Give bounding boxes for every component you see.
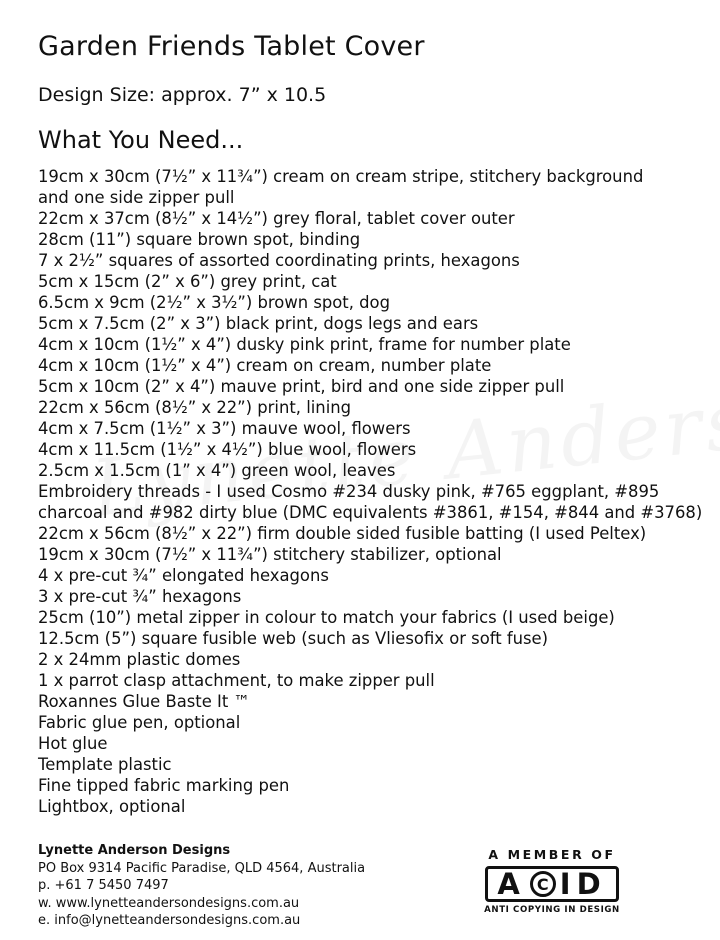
acid-letter: A: [497, 867, 526, 901]
list-item: Roxannes Glue Baste It ™: [38, 692, 250, 711]
list-item: Embroidery threads - I used Cosmo #234 dusky pink, #765 eggplant, #895: [38, 482, 660, 501]
company-name: Lynette Anderson Designs: [38, 843, 231, 858]
list-item: 4cm x 11.5cm (1½” x 4½”) blue wool, flowers: [38, 440, 417, 459]
list-item: 3 x pre-cut ¾” hexagons: [38, 587, 242, 606]
section-heading: What You Need...: [38, 126, 244, 154]
list-item: 22cm x 37cm (8½” x 14½”) grey floral, tablet cover outer: [38, 209, 515, 228]
list-item: 19cm x 30cm (7½” x 11¾”) cream on cream stripe, stitchery background: [38, 167, 644, 186]
list-item: 4 x pre-cut ¾” elongated hexagons: [38, 566, 329, 585]
acid-letter: D: [576, 867, 607, 901]
design-size: Design Size: approx. 7” x 10.5: [38, 84, 327, 106]
list-item: 5cm x 15cm (2” x 6”) grey print, cat: [38, 272, 337, 291]
company-phone: p. +61 7 5450 7497: [38, 878, 169, 893]
list-item: Template plastic: [38, 755, 172, 774]
list-item: 1 x parrot clasp attachment, to make zipper pull: [38, 671, 435, 690]
list-item: 2.5cm x 1.5cm (1” x 4”) green wool, leaves: [38, 461, 396, 480]
list-item: and one side zipper pull: [38, 188, 235, 207]
acid-member-text: A MEMBER OF: [488, 847, 616, 862]
list-item: 12.5cm (5”) square fusible web (such as Vliesofix or soft fuse): [38, 629, 549, 648]
acid-logo: [472, 847, 632, 927]
list-item: Lightbox, optional: [38, 797, 186, 816]
acid-letter: I: [559, 867, 577, 901]
list-item: 19cm x 30cm (7½” x 11¾”) stitchery stabilizer, optional: [38, 545, 502, 564]
list-item: 6.5cm x 9cm (2½” x 3½”) brown spot, dog: [38, 293, 390, 312]
list-item: 5cm x 7.5cm (2” x 3”) black print, dogs legs and ears: [38, 314, 479, 333]
list-item: 28cm (11”) square brown spot, binding: [38, 230, 361, 249]
list-item: Hot glue: [38, 734, 108, 753]
company-website[interactable]: w. www.lynetteandersondesigns.com.au: [38, 895, 300, 911]
list-item: 22cm x 56cm (8½” x 22”) firm double sided fusible batting (I used Peltex): [38, 524, 647, 543]
list-item: 25cm (10”) metal zipper in colour to match your fabrics (I used beige): [38, 608, 615, 627]
company-contact: [38, 842, 365, 930]
acid-letter: C: [530, 871, 556, 897]
list-item: 4cm x 10cm (1½” x 4”) cream on cream, number plate: [38, 356, 492, 375]
list-item: charcoal and #982 dirty blue (DMC equivalents #3861, #154, #844 and #3768): [38, 503, 703, 522]
acid-tagline: ANTI COPYING IN DESIGN: [484, 905, 620, 915]
list-item: Fabric glue pen, optional: [38, 713, 241, 732]
page-title: Garden Friends Tablet Cover: [38, 31, 425, 62]
company-address: PO Box 9314 Pacific Paradise, QLD 4564, Australia: [38, 860, 366, 876]
list-item: 22cm x 56cm (8½” x 22”) print, lining: [38, 398, 352, 417]
acid-logo-box: [485, 866, 619, 902]
company-email[interactable]: e. info@lynetteandersondesigns.com.au: [38, 913, 301, 928]
list-item: 5cm x 10cm (2” x 4”) mauve print, bird and one side zipper pull: [38, 377, 565, 396]
list-item: 7 x 2½” squares of assorted coordinating prints, hexagons: [38, 251, 520, 270]
list-item: 2 x 24mm plastic domes: [38, 650, 241, 669]
list-item: 4cm x 10cm (1½” x 4”) dusky pink print, frame for number plate: [38, 335, 571, 354]
list-item: Fine tipped fabric marking pen: [38, 776, 290, 795]
list-item: 4cm x 7.5cm (1½” x 3”) mauve wool, flowers: [38, 419, 411, 438]
materials-list: [38, 166, 708, 817]
